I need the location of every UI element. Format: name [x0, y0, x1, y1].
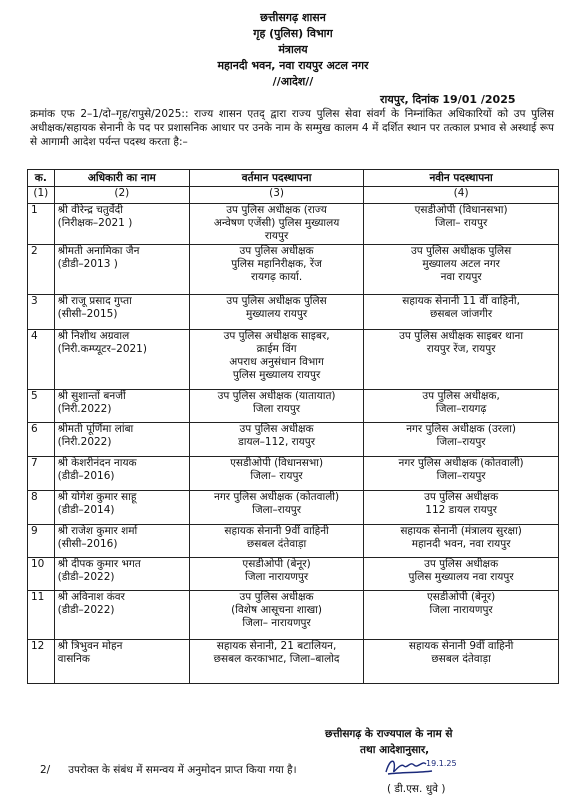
table-row — [28, 204, 559, 245]
cell-serial: 1 — [28, 204, 55, 245]
header-government: छत्तीसगढ़ शासन — [260, 11, 326, 24]
note-number: 2/ — [40, 764, 51, 776]
table-row — [28, 330, 559, 390]
cell-officer-name — [54, 245, 189, 295]
header-address: महानदी भवन, नवा रायपुर अटल नगर — [217, 59, 369, 72]
cell-new-posting-line: सहायक सेनानी (मंत्रालय सुरक्षा) — [400, 525, 522, 537]
posting-table — [27, 169, 559, 684]
cell-current-posting-line: एसडीओपी (विधानसभा) — [230, 457, 324, 469]
cell-current-posting-line: मुख्यालय रायपुर — [246, 308, 308, 320]
cell-officer-name-line: श्री दीपक कुमार भगत — [57, 558, 141, 570]
cell-new-posting-line: छसबल दंतेवाड़ा — [431, 653, 491, 665]
table-row — [28, 591, 559, 640]
cell-serial: 2 — [28, 245, 55, 295]
table-body — [28, 204, 559, 684]
cell-officer-name-line: श्रीमती अनामिका जैन — [57, 245, 140, 257]
cell-officer-name — [54, 204, 189, 245]
cell-current-posting — [189, 591, 363, 640]
cell-current-posting — [189, 640, 363, 684]
cell-officer-name-line: श्री त्रिभुवन मोहन — [57, 640, 123, 652]
cell-current-posting-line: उप पुलिस अधीक्षक (राज्य — [226, 204, 327, 216]
cell-serial: 9 — [28, 525, 55, 558]
cell-officer-name — [54, 295, 189, 330]
cell-current-posting — [189, 330, 363, 390]
cell-serial: 6 — [28, 423, 55, 457]
cell-officer-name-line: श्री केशरीनंदन नायक — [57, 457, 137, 469]
cell-current-posting-line: उप पुलिस अधीक्षक पुलिस — [226, 295, 327, 307]
cell-current-posting-line: डायल–112, रायपुर — [238, 436, 316, 448]
cell-officer-name — [54, 457, 189, 491]
cell-current-posting-line: जिला– नारायणपुर — [242, 617, 311, 629]
cell-current-posting — [189, 245, 363, 295]
signer-name: ( डी.एस. धुवे ) — [387, 783, 446, 795]
cell-new-posting-line: मुख्यालय अटल नगर — [422, 258, 500, 270]
cell-current-posting-line: जिला नारायणपुर — [244, 571, 309, 583]
cell-current-posting — [189, 457, 363, 491]
table-row — [28, 640, 559, 684]
cell-current-posting-line: अपराध अनुसंधान विभाग — [229, 356, 324, 368]
cell-current-posting-line: रायपुर — [264, 230, 289, 242]
cell-new-posting-line: उप पुलिस अधीक्षक साइबर थाना — [399, 330, 524, 342]
cell-new-posting-line: महानदी भवन, नवा रायपुर — [411, 538, 511, 550]
cell-current-posting-line: अन्वेषण एजेंसी) पुलिस मुख्यालय — [213, 217, 340, 229]
table-row — [28, 245, 559, 295]
cell-new-posting — [364, 330, 559, 390]
cell-officer-name-line: (डीडी–2013 ) — [57, 258, 118, 270]
cell-officer-name-line: श्री अविनाश कंवर — [57, 591, 125, 603]
cell-officer-name-line: श्री योगेश कुमार साहू — [57, 491, 137, 503]
cell-current-posting-line: पुलिस मुख्यालय रायपुर — [232, 369, 321, 381]
header-ministry: मंत्रालय — [278, 43, 308, 56]
cell-officer-name — [54, 423, 189, 457]
cell-officer-name-line: (डीडी–2022) — [57, 604, 115, 616]
cell-officer-name-line: (निरी.कम्प्यूटर–2021) — [57, 343, 147, 355]
table-row — [28, 558, 559, 591]
column-number: (3) — [189, 187, 363, 204]
cell-current-posting-line: उप पुलिस अधीक्षक साइबर, — [223, 330, 330, 342]
cell-officer-name-line: (सीसी–2016) — [57, 538, 118, 550]
order-dateline: रायपुर, दिनांक 19/01 /2025 — [380, 93, 516, 106]
cell-new-posting-line: जिला–रायगढ़ — [435, 403, 487, 415]
cell-officer-name-line: (डीडी–2022) — [57, 571, 115, 583]
cell-new-posting-line: जिला नारायणपुर — [429, 604, 493, 616]
cell-current-posting-line: क्राईम विंग — [256, 343, 297, 355]
cell-current-posting — [189, 423, 363, 457]
header-serial: क. — [28, 170, 55, 187]
cell-serial: 4 — [28, 330, 55, 390]
header-order-title: //आदेश// — [272, 75, 314, 88]
footer-note — [40, 763, 297, 777]
table-column-number-row — [28, 187, 559, 204]
header-department: गृह (पुलिस) विभाग — [253, 27, 333, 40]
cell-current-posting-line: उप पुलिस अधीक्षक — [239, 591, 314, 603]
cell-new-posting — [364, 640, 559, 684]
cell-new-posting-line: जिला–रायपुर — [436, 436, 486, 448]
table-row — [28, 525, 559, 558]
cell-officer-name — [54, 330, 189, 390]
table-row — [28, 457, 559, 491]
cell-current-posting-line: छसबल दंतेवाड़ा — [246, 538, 307, 550]
cell-current-posting-line: रायगढ़ कार्या. — [250, 271, 303, 283]
cell-new-posting — [364, 390, 559, 423]
cell-officer-name-line: (निरी.2022) — [57, 403, 112, 415]
cell-officer-name-line: श्री सुशान्तों बनर्जी — [57, 390, 126, 402]
cell-new-posting — [364, 245, 559, 295]
cell-current-posting — [189, 491, 363, 525]
cell-current-posting-line: जिला रायपुर — [253, 403, 301, 415]
cell-officer-name — [54, 558, 189, 591]
cell-current-posting-line: सहायक सेनानी 9वीं वाहिनी — [224, 525, 329, 537]
cell-officer-name — [54, 491, 189, 525]
cell-current-posting — [189, 390, 363, 423]
cell-serial: 5 — [28, 390, 55, 423]
cell-new-posting-line: 112 डायल रायपुर — [425, 504, 497, 516]
table-row — [28, 491, 559, 525]
cell-current-posting-line: (विशेष आसूचना शाखा) — [231, 604, 323, 616]
table-row — [28, 390, 559, 423]
cell-officer-name-line: श्री वीरेन्द्र चतुर्वेदी — [57, 204, 123, 216]
cell-serial: 7 — [28, 457, 55, 491]
cell-new-posting — [364, 457, 559, 491]
cell-current-posting-line: एसडीओपी (बेनूर) — [242, 558, 311, 570]
cell-new-posting-line: सहायक सेनानी 9वीं वाहिनी — [408, 640, 514, 652]
closing-governor-line: छत्तीसगढ़ के राज्यपाल के नाम से — [325, 728, 453, 740]
cell-officer-name-line: वासनिक — [57, 653, 90, 665]
cell-current-posting-line: उप पुलिस अधीक्षक — [239, 423, 314, 435]
cell-new-posting — [364, 525, 559, 558]
cell-current-posting — [189, 204, 363, 245]
cell-new-posting — [364, 491, 559, 525]
cell-current-posting-line: जिला– रायपुर — [250, 470, 303, 482]
cell-new-posting-line: उप पुलिस अधीक्षक पुलिस — [410, 245, 512, 257]
cell-new-posting-line: पुलिस मुख्यालय नवा रायपुर — [408, 571, 514, 583]
cell-new-posting-line: उप पुलिस अधीक्षक — [424, 558, 499, 570]
cell-officer-name-line: श्रीमती पूर्णिमा लांबा — [57, 423, 134, 435]
cell-new-posting-line: जिला– रायपुर — [434, 217, 488, 229]
table-row — [28, 423, 559, 457]
signature-handwritten — [382, 752, 462, 780]
cell-current-posting-line: उप पुलिस अधीक्षक — [239, 245, 314, 257]
order-paragraph: क्रमांक एफ 2–1/दो–गृह/रापुसे/2025:: राज्य शासन एतद् द्वारा राज्य पुलिस सेवा संवर्ग के निम्नांकित अधिकारियों को उप पुलिस अधीक्षक/सहायक सेनानी के पद पर प्रशासनिक आधार पर उनके नाम के सम्मुख कालम 4 में दर्शित स्थान पर तत्काल प्रभाव से अस्थाई रूप से आगामी आदेश पर्यन्त पदस्थ करता है:– — [30, 108, 554, 148]
cell-officer-name — [54, 390, 189, 423]
cell-new-posting-line: एसडीओपी (विधानसभा) — [414, 204, 508, 216]
cell-officer-name — [54, 640, 189, 684]
column-number: (2) — [54, 187, 189, 204]
cell-officer-name-line: श्री राजू प्रसाद गुप्ता — [57, 295, 132, 307]
cell-officer-name-line: (निरीक्षक–2021 ) — [57, 217, 133, 229]
cell-current-posting-line: जिला–रायपुर — [252, 504, 302, 516]
cell-new-posting-line: छसबल जांजगीर — [430, 308, 493, 320]
header-current-posting: वर्तमान पदस्थापना — [189, 170, 363, 187]
cell-new-posting-line: नगर पुलिस अधीक्षक (कोतवाली) — [398, 457, 524, 469]
header-new-posting: नवीन पदस्थापना — [364, 170, 559, 187]
cell-new-posting-line: जिला–रायपुर — [436, 470, 486, 482]
cell-current-posting-line: छसबल करकाभाट, जिला–बालोद — [213, 653, 340, 665]
cell-new-posting-line: उप पुलिस अधीक्षक, — [422, 390, 500, 402]
closing-order-line: तथा आदेशानुसार, — [360, 744, 430, 756]
cell-officer-name-line: (निरी.2022) — [57, 436, 112, 448]
cell-current-posting — [189, 525, 363, 558]
cell-current-posting-line: नगर पुलिस अधीक्षक (कोतवाली) — [214, 491, 340, 503]
note-text: उपरोक्त के संबंध में समन्वय में अनुमोदन प्राप्त किया गया है। — [68, 764, 297, 776]
cell-new-posting-line: नवा रायपुर — [440, 271, 482, 283]
cell-officer-name-line: (सीसी–2015) — [57, 308, 118, 320]
cell-serial: 11 — [28, 591, 55, 640]
cell-serial: 12 — [28, 640, 55, 684]
cell-officer-name-line: श्री राजेश कुमार शर्मा — [57, 525, 138, 537]
signature-date: 19.1.25 — [426, 759, 457, 768]
cell-serial: 10 — [28, 558, 55, 591]
cell-current-posting — [189, 295, 363, 330]
cell-new-posting-line: रायपुर रेंज, रायपुर — [426, 343, 496, 355]
cell-officer-name — [54, 525, 189, 558]
cell-current-posting-line: उप पुलिस अधीक्षक (यातायात) — [217, 390, 336, 402]
cell-new-posting-line: नगर पुलिस अधीक्षक (उरला) — [406, 423, 517, 435]
cell-new-posting — [364, 295, 559, 330]
cell-current-posting — [189, 558, 363, 591]
cell-new-posting — [364, 591, 559, 640]
cell-new-posting — [364, 558, 559, 591]
cell-new-posting — [364, 204, 559, 245]
cell-new-posting-line: उप पुलिस अधीक्षक — [424, 491, 499, 503]
cell-officer-name — [54, 591, 189, 640]
column-number: (1) — [28, 187, 55, 204]
column-number: (4) — [364, 187, 559, 204]
cell-serial: 3 — [28, 295, 55, 330]
cell-new-posting-line: एसडीओपी (बेनूर) — [426, 591, 496, 603]
cell-current-posting-line: पुलिस महानिरीक्षक, रेंज — [231, 258, 322, 270]
cell-new-posting — [364, 423, 559, 457]
table-header-row — [28, 170, 559, 187]
cell-new-posting-line: सहायक सेनानी 11 वीं वाहिनी, — [402, 295, 520, 307]
cell-officer-name-line: (डीडी–2016) — [57, 470, 115, 482]
cell-officer-name-line: श्री निशीथ अग्रवाल — [57, 330, 130, 342]
cell-current-posting-line: सहायक सेनानी, 21 बटालियन, — [216, 640, 337, 652]
table-row — [28, 295, 559, 330]
header-officer-name: अधिकारी का नाम — [54, 170, 189, 187]
cell-serial: 8 — [28, 491, 55, 525]
cell-officer-name-line: (डीडी–2014) — [57, 504, 115, 516]
